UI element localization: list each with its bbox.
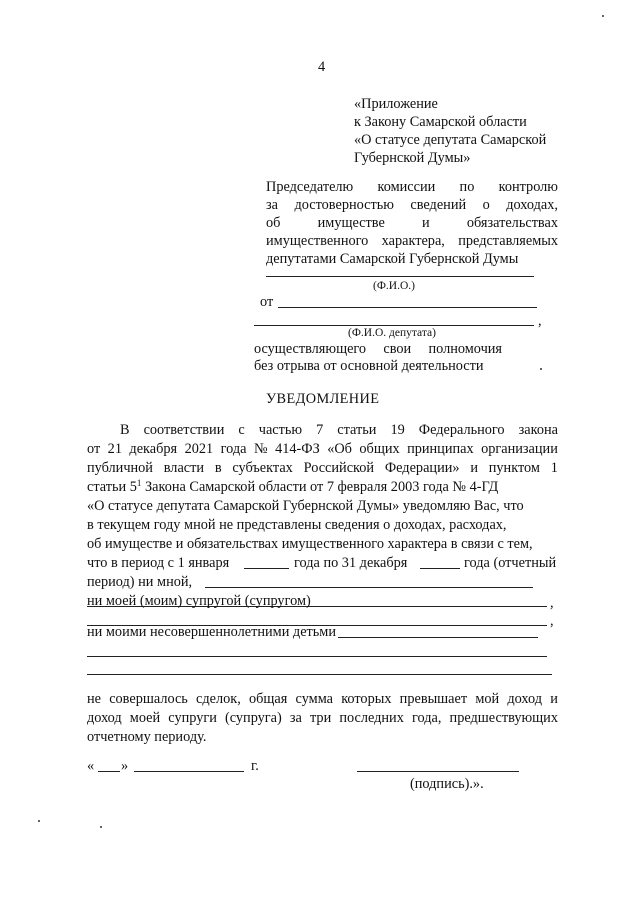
scan-speck <box>100 826 102 828</box>
word: за <box>266 197 278 213</box>
word: моей <box>129 710 161 726</box>
body-line-8b: года по 31 декабря <box>294 555 408 571</box>
word: супруги <box>168 710 217 726</box>
start-year-fill-line <box>244 568 289 569</box>
body-line-9: период) ни мной, <box>87 574 193 590</box>
word: доходах, <box>506 197 558 213</box>
word: закона <box>518 422 558 438</box>
year-suffix: г. <box>251 758 259 774</box>
word: предшествующих <box>449 710 558 726</box>
comma: , <box>538 313 542 329</box>
word: последних <box>339 710 404 726</box>
scan-speck <box>38 820 40 822</box>
word: принципах <box>407 441 474 457</box>
word: которых <box>341 691 392 707</box>
word: 414-ФЗ <box>275 441 320 457</box>
word: контролю <box>498 179 558 195</box>
exercising-line-2: без отрыва от основной деятельности <box>254 358 484 374</box>
word: декабря <box>129 441 178 457</box>
word: и <box>470 460 478 476</box>
word: пунктом <box>488 460 540 476</box>
word: в <box>214 460 222 476</box>
scan-speck <box>602 15 604 17</box>
word: соответствии <box>143 422 225 438</box>
body-line-1 <box>120 421 558 439</box>
word: 7 <box>316 422 324 438</box>
word: 1 <box>550 460 558 476</box>
word: обязательствах <box>466 215 558 231</box>
body-line-7: об имуществе и обязательствах имущественного характера в связи с тем, <box>87 536 533 552</box>
word: сделок, <box>196 691 241 707</box>
word: имущественного <box>266 233 369 249</box>
appendix-line: «О статусе депутата Самарской <box>354 132 547 148</box>
day-fill-line <box>98 771 120 772</box>
children-fill-line-2 <box>87 656 547 657</box>
word: организации <box>481 441 558 457</box>
from-fill-line <box>278 307 537 308</box>
word: свои <box>383 341 412 357</box>
word: полномочия <box>428 341 502 357</box>
body-line-3 <box>87 459 558 477</box>
comma: , <box>550 613 554 629</box>
word: об <box>266 215 281 231</box>
appendix-line: к Закону Самарской области <box>354 114 527 130</box>
word: статьи <box>337 422 377 438</box>
document-heading: УВЕДОМЛЕНИЕ <box>266 391 380 407</box>
appendix-line: «Приложение <box>354 96 438 112</box>
word: субъектах <box>232 460 293 476</box>
word: совершалось <box>109 691 188 707</box>
children-fill-line <box>338 637 538 638</box>
word: с <box>238 422 245 438</box>
from-label: от <box>260 294 274 310</box>
word: общая <box>248 691 288 707</box>
page-number: 4 <box>318 59 326 75</box>
spouse-label: ни моей (моим) супругой (супругом) <box>87 593 311 609</box>
body-line-8c: года (отчетный <box>464 555 557 571</box>
word: по <box>459 179 475 195</box>
word: доход <box>507 691 543 707</box>
word: публичной <box>87 460 153 476</box>
body-line-2 <box>87 440 558 458</box>
word: характера, <box>381 233 445 249</box>
children-fill-line-3 <box>87 674 552 675</box>
word: комиссии <box>377 179 436 195</box>
closing-line-2 <box>87 709 558 727</box>
addressee-line-5: депутатами Самарской Губернской Думы <box>266 251 519 267</box>
signature-fill-line <box>357 771 519 772</box>
date-close-quote: » <box>121 758 129 774</box>
word: мой <box>475 691 500 707</box>
word: частью <box>258 422 303 438</box>
fio-fill-line <box>266 276 534 277</box>
word: «Об <box>327 441 352 457</box>
word: 21 <box>107 441 122 457</box>
appendix-line: Губернской Думы» <box>354 150 471 166</box>
word: сведений <box>410 197 467 213</box>
fio-caption: (Ф.И.О.) <box>373 280 415 292</box>
word: достоверностью <box>294 197 394 213</box>
word: общих <box>359 441 400 457</box>
comma: , <box>550 595 554 611</box>
word: три <box>310 710 332 726</box>
word: не <box>87 691 101 707</box>
addressee-line-2 <box>266 196 558 214</box>
word: Федерального <box>418 422 505 438</box>
body-line-5: «О статусе депутата Самарской Губернской Думы» уведомляю Вас, что <box>87 498 524 514</box>
word: Федерации» <box>384 460 460 476</box>
spouse-fill-line <box>326 606 546 607</box>
closing-line-1 <box>87 690 558 708</box>
word: В <box>120 422 130 438</box>
word: (супруга) <box>224 710 282 726</box>
word: 2021 <box>184 441 214 457</box>
deputy-fio-caption: (Ф.И.О. депутата) <box>348 327 436 339</box>
children-label: ни моими несовершеннолетними детьми <box>87 624 337 640</box>
word: доход <box>87 710 122 726</box>
word: и <box>421 215 430 231</box>
word: и <box>550 691 558 707</box>
self-fill-line <box>205 587 533 588</box>
body-line-8a: что в период с 1 января <box>87 555 230 571</box>
word: представляемых <box>458 233 558 249</box>
word: Российской <box>303 460 375 476</box>
word: от <box>87 441 101 457</box>
word: сумма <box>295 691 333 707</box>
addressee-line-4 <box>266 232 558 250</box>
scan-speck <box>540 368 542 370</box>
body-line-4: статьи $5^1$ Закона Самарской области от 7 февраля 2003 года № 4-ГД <box>87 478 499 495</box>
word: превышает <box>399 691 468 707</box>
word: имуществе <box>317 215 385 231</box>
exercising-line-1 <box>254 340 502 358</box>
word: осуществляющего <box>254 341 367 357</box>
addressee-line-3 <box>266 214 558 232</box>
word: Председателю <box>266 179 354 195</box>
end-year-fill-line <box>420 568 460 569</box>
word: о <box>482 197 490 213</box>
date-open-quote: « <box>87 758 95 774</box>
word: власти <box>163 460 205 476</box>
word: 19 <box>390 422 405 438</box>
addressee-line-1 <box>266 178 558 196</box>
signature-caption: (подпись).». <box>410 776 484 792</box>
word: года <box>220 441 247 457</box>
month-year-fill-line <box>134 771 244 772</box>
word: года, <box>411 710 442 726</box>
word: за <box>289 710 302 726</box>
word: № <box>253 441 268 457</box>
appendix-reference <box>354 95 546 167</box>
body-line-6: в текущем году мной не представлены сведения о доходах, расходах, <box>87 517 507 533</box>
closing-line-3: отчетному периоду. <box>87 729 207 745</box>
